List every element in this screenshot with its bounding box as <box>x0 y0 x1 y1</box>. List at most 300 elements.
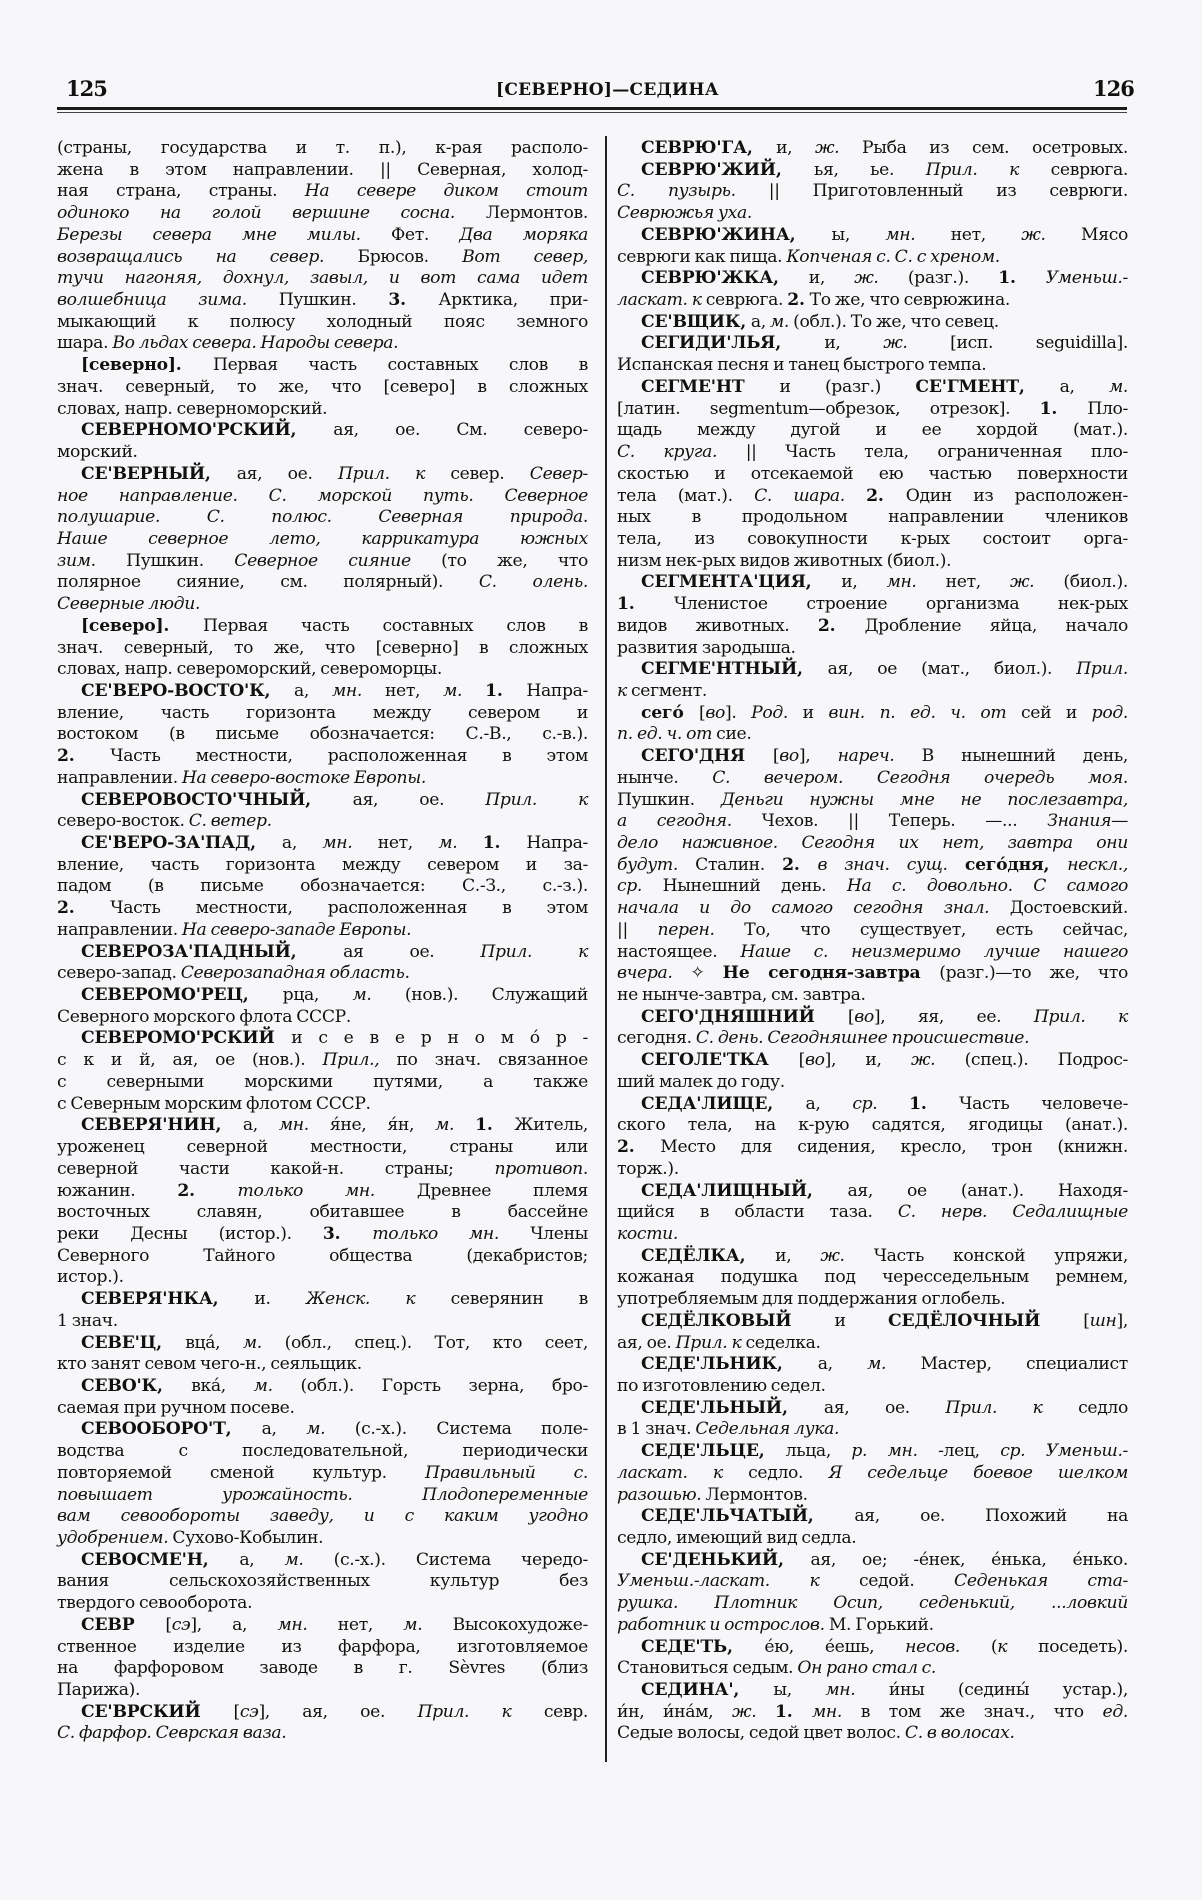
italic-text: мн. <box>825 1680 889 1701</box>
text: ая, ое (мат., биол.). <box>827 659 1077 680</box>
text-line <box>57 1333 588 1355</box>
italic-text: к <box>415 463 451 484</box>
column-divider <box>605 136 607 1762</box>
italic-text: мн. <box>886 572 946 593</box>
text-line <box>617 268 1128 290</box>
text: ая, ое. <box>823 1397 946 1418</box>
text-line <box>57 833 588 855</box>
headword: СЕГОЛЕ'ТКА <box>641 1050 799 1071</box>
text-line <box>617 746 1128 768</box>
text: Арктика, при- <box>438 290 588 311</box>
text: Часть человече- <box>959 1093 1129 1114</box>
italic-text: сэ <box>171 1614 191 1635</box>
text-line <box>617 920 1128 942</box>
text-line <box>57 1202 588 1224</box>
text-line <box>57 247 588 269</box>
italic-text: м. <box>253 1375 301 1396</box>
italic-text: несов. <box>905 1636 991 1657</box>
italic-text: начала и до самого сегодня знал. <box>617 898 1010 919</box>
text-line <box>617 594 1128 616</box>
text-line <box>57 486 588 508</box>
text: (то же, что <box>441 550 589 571</box>
italic-text: м. <box>435 1115 476 1136</box>
headword: СЕВЕРОМО'РСКИЙ <box>81 1028 292 1049</box>
italic-text: Севрюжья уха. <box>617 203 753 224</box>
text: нет, <box>384 680 444 701</box>
text: ственное изделие из фарфора, изготовляемое <box>57 1636 588 1657</box>
italic-text: вам севообороты заведу, и с каким угодно <box>57 1506 588 1527</box>
italic-text: ж. <box>815 138 863 158</box>
text-line <box>57 963 588 985</box>
headword: СЕВРЮ'ГА, <box>641 138 777 158</box>
text: Членистое строение организма нек-рых <box>673 594 1129 615</box>
header-rule-thick <box>57 107 1127 110</box>
italic-text: ж. <box>883 333 951 354</box>
text: Напра- <box>526 833 588 853</box>
italic-text: мн. <box>811 1701 861 1722</box>
text-line <box>617 1528 1128 1550</box>
text: водства с последовательной, периодически <box>57 1441 588 1462</box>
italic-text: ж. <box>910 1050 965 1071</box>
text: а, <box>239 1549 285 1570</box>
text: торж.). <box>617 1158 679 1179</box>
italic-text: п. ед. ч. от <box>617 724 717 745</box>
text-line <box>617 399 1128 421</box>
headword: СЕВЕРЯ'НКА, <box>81 1289 255 1310</box>
headword: СЕГМЕ'НТ <box>641 376 780 397</box>
italic-text: Вот север, <box>462 246 588 267</box>
text: ная страна, страны. <box>57 181 305 202</box>
text: реки Десны (истор.). <box>57 1223 323 1244</box>
text-line <box>617 181 1128 203</box>
text: ы, <box>831 224 886 245</box>
italic-text: ное направление. С. морской путь. Северное <box>57 485 588 506</box>
italic-text: мн. <box>331 680 385 701</box>
text-line <box>57 1094 588 1116</box>
text-line <box>617 1333 1128 1355</box>
text-line <box>617 529 1128 551</box>
text: словах, напр. североморский, североморцы. <box>57 659 443 680</box>
text-line <box>57 442 588 464</box>
text: Высокохудоже- <box>452 1614 588 1635</box>
italic-text: С. день. Сегодняшнее происшествие. <box>695 1028 1030 1049</box>
text: и, <box>824 333 884 354</box>
text: Мастер, специалист <box>920 1354 1128 1375</box>
text: щийся в области таза. <box>617 1202 898 1223</box>
italic-text: Северное сияние <box>234 550 442 571</box>
italic-text: Прил. <box>1076 659 1128 680</box>
text: ных в продольном направлении члеников <box>617 507 1128 528</box>
text: Первая часть составных слов в <box>212 355 589 376</box>
text-line <box>617 507 1128 529</box>
text-line <box>617 247 1128 269</box>
italic-text: Прил. к <box>925 159 1051 180</box>
text: а, <box>1059 376 1110 397</box>
text: Нынешний день. <box>662 876 847 897</box>
headword: 2. <box>866 485 906 506</box>
text-line <box>617 464 1128 486</box>
italic-text: Деньги нужны мне не послезавтра, <box>720 789 1128 810</box>
text-line <box>617 1550 1128 1572</box>
headword: СЕ'ВРСКИЙ <box>81 1701 234 1722</box>
text-line <box>617 1137 1128 1159</box>
text: Сталин. <box>695 854 783 875</box>
italic-text: одиноко на голой вершине сосна. <box>57 203 486 224</box>
text: а, <box>817 1354 868 1375</box>
text: ], <box>1116 1310 1128 1331</box>
text-line <box>617 138 1128 160</box>
text-line <box>617 203 1128 225</box>
text: ✧ <box>690 963 723 984</box>
text: Северного Тайного общества (декабристов; <box>57 1245 588 1266</box>
text-line <box>57 1723 588 1745</box>
italic-text: Копченая с. С. с хреном. <box>786 246 1000 267</box>
text: ший малек до году. <box>617 1071 785 1092</box>
text-line <box>57 160 588 182</box>
italic-text: шн <box>1089 1310 1117 1331</box>
text: нет, <box>377 833 439 853</box>
headword: СЕГИДИ'ЛЬЯ, <box>641 333 825 354</box>
italic-text: Север- <box>529 463 588 484</box>
text: словах, напр. северноморский. <box>57 398 328 419</box>
text-line <box>57 746 588 768</box>
headword: СЕДЁЛКА, <box>641 1245 776 1266</box>
text: Напра- <box>526 680 588 701</box>
text: а, <box>805 1093 853 1114</box>
text: || Часть тела, ограниченная пло- <box>745 442 1128 463</box>
text: Первая часть составных слов в <box>203 615 588 636</box>
text: ая, ое. См. северо- <box>333 420 588 441</box>
text-line <box>57 1463 588 1485</box>
text-line <box>57 1506 588 1528</box>
text: морский. <box>57 442 138 463</box>
text: сие. <box>716 724 752 745</box>
text-line <box>617 1072 1128 1094</box>
italic-text: ж. <box>1009 572 1064 593</box>
text: Пло- <box>1087 398 1129 419</box>
text-line <box>617 768 1128 790</box>
text: (разг.)—то же, что <box>939 963 1128 984</box>
headword: 1. <box>775 1701 812 1722</box>
italic-text: Прил. <box>337 463 416 484</box>
text: Брюсов. <box>357 246 463 267</box>
text-line <box>57 1028 588 1050</box>
text: ья, ье. <box>813 159 926 180</box>
text: седой. <box>858 1571 955 1592</box>
text: истор.). <box>57 1267 124 1288</box>
text-line <box>617 638 1128 660</box>
text: Сухово-Кобылин. <box>172 1528 324 1548</box>
text-line <box>57 1658 588 1680</box>
text-line <box>617 551 1128 573</box>
text-line <box>57 1072 588 1094</box>
text: саемая при ручном посеве. <box>57 1397 295 1418</box>
text-line <box>57 681 588 703</box>
text-line <box>57 790 588 812</box>
italic-text: перен. <box>657 919 745 940</box>
text-line <box>57 724 588 746</box>
text: ], яя, ее. <box>873 1006 1034 1027</box>
page-number-right: 126 <box>1093 76 1134 101</box>
text-line <box>617 616 1128 638</box>
italic-text: Наше с. неизмеримо лучше нашего <box>740 941 1128 962</box>
headword: 1. <box>485 680 527 701</box>
text: щадь между дугой и ее хордой (мат.). <box>617 420 1128 441</box>
text: [ <box>698 702 706 723</box>
headword: СЕВЕРОВОСТО'ЧНЫЙ, <box>81 789 353 810</box>
text: знач. северный, то же, что [северо] в сложных <box>57 376 588 397</box>
text-line <box>57 1615 588 1637</box>
text: направлении. <box>57 767 182 788</box>
text-line <box>57 1289 588 1311</box>
text: я́не, я́н, <box>329 1115 436 1136</box>
text: || Приготовленный из севрюги. <box>768 181 1128 202</box>
italic-text: Березы севера мне милы. <box>57 224 391 245</box>
headword: СЕДЕ'ЛЬНЫЙ, <box>641 1397 824 1418</box>
text: Достоевский. <box>1009 898 1128 919</box>
italic-text: будут. <box>617 854 696 875</box>
text: тела, из совокупности к-рых состоит орга- <box>617 528 1128 549</box>
text: нет, <box>945 572 1010 593</box>
text-line <box>617 811 1128 833</box>
headword: сего́дня, <box>964 854 1068 875</box>
italic-text: м. <box>242 1332 285 1353</box>
text-line <box>57 529 588 551</box>
headword: СЕВЕРЯ'НИН, <box>81 1115 243 1136</box>
italic-text: С. олень. <box>478 572 588 593</box>
headword: 1. <box>617 594 674 615</box>
italic-text: противоп. <box>494 1158 588 1179</box>
text-line <box>617 1506 1128 1528</box>
text: (с.-х.). Система поле- <box>354 1419 588 1440</box>
headword: СЕГМЕНТА'ЦИЯ, <box>641 572 842 593</box>
italic-text: сэ <box>239 1701 259 1722</box>
text: [ <box>847 1006 855 1027</box>
italic-text: На северо-востоке Европы. <box>181 767 426 788</box>
headword: 1. <box>475 1115 515 1136</box>
text: ского тела, на к-рую садятся, ягодицы (анат.). <box>617 1115 1128 1136</box>
text-line <box>57 355 588 377</box>
italic-text: С. нерв. Седалищные <box>897 1202 1128 1223</box>
text: употребляемым для поддержания оглобель. <box>617 1289 1006 1310</box>
italic-text: Уменьш.- <box>1045 268 1129 289</box>
text: седло, имеющий вид седла. <box>617 1528 857 1548</box>
italic-text: тучи нагоняя, дохнул, завыл, и вот сама идет <box>57 268 588 289</box>
text: с к и й, ая, ое (нов.). <box>57 1050 323 1071</box>
text-line <box>617 355 1128 377</box>
text: не нынче-завтра, см. завтра. <box>617 985 866 1006</box>
headword: СЕДЕ'ЛЬЦЕ, <box>641 1441 786 1462</box>
headword: 1. <box>998 268 1046 289</box>
text-line <box>617 1658 1128 1680</box>
text: ы, <box>773 1680 826 1701</box>
text-line <box>617 1463 1128 1485</box>
text-line <box>617 572 1128 594</box>
column-right <box>617 138 1128 1745</box>
text-line <box>617 855 1128 877</box>
text: видов животных. <box>617 615 818 636</box>
text: северо-запад. <box>57 963 181 984</box>
text: (обл.). То же, что севец. <box>793 311 999 332</box>
text: низм нек-рых видов животных (биол.). <box>617 550 952 571</box>
italic-text: На северо-западе Европы. <box>181 919 412 940</box>
italic-text: дело наживное. Сегодня их нет, завтра они <box>617 833 1128 853</box>
headword: СЕГО'ДНЯШНИЙ <box>641 1006 848 1027</box>
text: шара. <box>57 333 113 354</box>
italic-text: вин. п. ед. ч. от <box>828 702 1021 723</box>
text: а, <box>281 833 323 853</box>
text: Фет. <box>390 224 460 245</box>
text: ], ая, ое. <box>258 1701 418 1722</box>
headword: СЕДЕ'ТЬ, <box>641 1636 765 1657</box>
text: М. Горький. <box>828 1614 934 1635</box>
text-line <box>57 1159 588 1181</box>
text-line <box>617 1485 1128 1507</box>
text: севр. <box>543 1701 589 1722</box>
text-line <box>617 942 1128 964</box>
text: северной части какой-н. страны; <box>57 1158 495 1179</box>
text: || <box>617 919 658 940</box>
text-line <box>57 1354 588 1376</box>
text: севрюга. <box>705 290 788 311</box>
text-line <box>57 464 588 486</box>
italic-text: м. <box>443 680 486 701</box>
italic-text: возвращались на север. <box>57 246 358 267</box>
text-line <box>617 1702 1128 1724</box>
italic-text: Прил. к <box>945 1397 1079 1418</box>
text: Часть местности, расположенная в этом <box>110 746 588 767</box>
text-line <box>57 1571 588 1593</box>
italic-text: Я седельце боевое шелком <box>828 1462 1129 1483</box>
italic-text: Северозападная область. <box>180 963 410 984</box>
italic-text: разошью. <box>617 1484 706 1505</box>
headword: 1. <box>1039 398 1088 419</box>
text-line <box>57 876 588 898</box>
italic-text: мн. <box>885 224 951 245</box>
text: в 1 знач. <box>617 1419 696 1440</box>
text-line <box>57 1115 588 1137</box>
italic-text: м. <box>1109 376 1129 397</box>
text: ], а, <box>190 1614 278 1635</box>
text: и. <box>254 1289 306 1310</box>
italic-text: Знания— <box>1047 811 1129 832</box>
italic-text: к <box>617 680 632 701</box>
italic-text: рушка. Плотник Осип, седенький, ...ловкий <box>617 1593 1128 1614</box>
italic-text: Прил. к <box>1033 1006 1128 1027</box>
text: Пушкин. <box>278 290 389 311</box>
italic-text: удобрением. <box>57 1528 173 1548</box>
text: рца, <box>282 985 353 1006</box>
text: е́ю, е́ешь, <box>764 1636 906 1657</box>
text: Один из расположен- <box>905 485 1129 506</box>
text: и́ны (седины́ устар.), <box>888 1680 1128 1701</box>
text-line <box>617 1181 1128 1203</box>
text-line <box>617 1267 1128 1289</box>
text: Место для сидения, кресло, трон (книжн. <box>660 1137 1128 1158</box>
headword: СЕ'ВЩИК, <box>641 311 751 332</box>
headword: СЕДЕ'ЛЬНИК, <box>641 1354 818 1375</box>
text: ], <box>798 746 838 767</box>
headword: Не сегодня-завтра <box>722 963 940 984</box>
text-line <box>57 138 588 160</box>
text-line <box>617 1637 1128 1659</box>
text-line <box>617 1050 1128 1072</box>
headword: 3. <box>388 290 439 311</box>
headword: 2. <box>177 1180 238 1201</box>
text: Рыба из сем. осетровых. <box>862 138 1128 158</box>
text-line <box>57 855 588 877</box>
text-line <box>57 1702 588 1724</box>
text: Лермонтов. <box>485 203 588 224</box>
italic-text: Седенькая ста- <box>954 1571 1128 1592</box>
text: Пушкин. <box>617 789 721 810</box>
text-line <box>617 681 1128 703</box>
text: повторяемой сменой культур. <box>57 1462 425 1483</box>
text: Северного морского флота СССР. <box>57 1006 351 1027</box>
text: нынче. <box>617 767 713 788</box>
text-line <box>617 1159 1128 1181</box>
text-line <box>617 1028 1128 1050</box>
headword: СЕДЁЛКОВЫЙ <box>641 1310 835 1331</box>
headword: СЕВР <box>81 1614 166 1635</box>
italic-text: нареч. <box>837 746 922 767</box>
italic-text: род. <box>1091 702 1128 723</box>
text-line <box>617 1007 1128 1029</box>
text: направлении. <box>57 919 182 940</box>
italic-text: повышает урожайность. Плодопеременные <box>57 1484 588 1505</box>
text-line <box>57 1311 588 1333</box>
italic-text: м. <box>867 1354 921 1375</box>
text-line <box>617 659 1128 681</box>
text: севрюга. <box>1050 159 1128 180</box>
text-line <box>617 790 1128 812</box>
text: [ <box>1083 1310 1090 1331</box>
text: по знач. связанное <box>396 1050 588 1071</box>
text-line <box>617 1094 1128 1116</box>
italic-text: м. <box>438 833 483 853</box>
headword: СЕДИНА', <box>641 1680 774 1701</box>
italic-text: м. <box>352 985 405 1006</box>
text-line <box>57 290 588 312</box>
text: [ <box>772 746 780 767</box>
text: а, <box>750 311 770 332</box>
text: знач. северный, то же, что [северно] в сложных <box>57 637 588 658</box>
headword: 2. <box>787 290 810 311</box>
headword: СЕДЁЛОЧНЫЙ <box>888 1310 1084 1331</box>
text: полярное сияние, см. полярный). <box>57 572 479 593</box>
italic-text: м. <box>403 1614 453 1635</box>
italic-text: мн. <box>278 1115 330 1136</box>
text: Седые волосы, седой цвет волос. <box>617 1723 905 1744</box>
text: Пушкин. <box>126 550 235 571</box>
text: по изготовлению седел. <box>617 1375 826 1396</box>
headword: СЕВООБОРО'Т, <box>81 1419 262 1440</box>
text: нет, <box>337 1614 404 1635</box>
italic-text: С. вечером. Сегодня очередь моя. <box>712 767 1128 788</box>
text: [ <box>798 1050 805 1071</box>
page-number-left: 125 <box>66 76 107 101</box>
text: вление, часть горизонта между севером и <box>57 702 588 723</box>
headword: СЕДА'ЛИЩНЫЙ, <box>641 1180 848 1201</box>
text-line <box>57 985 588 1007</box>
italic-text: в знач. сущ. <box>817 854 965 875</box>
italic-text: Наше северное лето, каррикатура южных <box>57 528 588 549</box>
text: падом (в письме обозначается: С.-З., с.-з.). <box>57 876 588 897</box>
text: и (разг.) <box>779 376 916 397</box>
text: 1 знач. <box>57 1310 118 1331</box>
italic-text: Во льдах севера. Народы севера. <box>112 333 399 354</box>
text-line <box>57 638 588 660</box>
